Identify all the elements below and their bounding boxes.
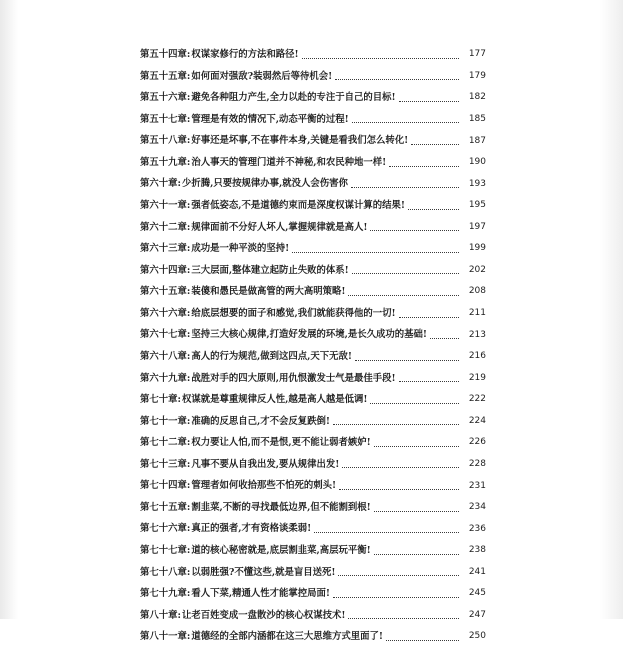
page-number: 216	[468, 351, 486, 362]
page-number: 213	[468, 329, 486, 340]
toc-entry[interactable]	[140, 109, 486, 131]
toc-entry[interactable]	[140, 540, 486, 562]
dot-leader	[292, 251, 459, 253]
dot-leader	[399, 316, 459, 318]
chapter-number: 第八十章:	[140, 609, 181, 621]
chapter-number: 第七十章:	[140, 394, 181, 406]
page-number: 226	[468, 437, 486, 448]
toc-entry[interactable]	[140, 303, 486, 325]
table-of-contents	[140, 44, 486, 648]
dot-leader	[386, 639, 459, 641]
dot-leader	[339, 488, 459, 490]
dot-leader	[333, 423, 459, 425]
dot-leader	[335, 78, 459, 80]
dot-leader	[370, 229, 459, 231]
chapter-title: 给底层想要的面子和感觉,我们就能获得他的一切!	[191, 307, 396, 319]
page-number: 177	[468, 49, 486, 60]
toc-entry[interactable]	[140, 497, 486, 519]
dot-leader	[314, 531, 459, 533]
toc-entry[interactable]	[140, 605, 486, 627]
page-number: 179	[468, 70, 486, 81]
toc-entry[interactable]	[140, 87, 486, 109]
chapter-title: 规律面前不分好人坏人,掌握规律就是高人!	[191, 221, 368, 233]
page-number: 193	[468, 178, 486, 189]
chapter-number: 第七十六章:	[140, 523, 191, 535]
toc-entry[interactable]	[140, 346, 486, 368]
dot-leader	[342, 466, 459, 468]
dot-leader	[355, 359, 459, 361]
page-number: 202	[468, 264, 486, 275]
chapter-number: 第六十八章:	[140, 350, 191, 362]
chapter-title: 治人事天的管理门道并不神秘,和农民种地一样!	[191, 156, 387, 168]
chapter-number: 第七十一章:	[140, 415, 191, 427]
dot-leader	[370, 402, 459, 404]
page-number: 228	[468, 458, 486, 469]
dot-leader	[399, 100, 459, 102]
toc-entry[interactable]	[140, 411, 486, 433]
chapter-number: 第六十九章:	[140, 372, 191, 384]
chapter-number: 第六十七章:	[140, 329, 191, 341]
toc-entry[interactable]	[140, 44, 486, 66]
dot-leader	[302, 57, 459, 59]
page-number: 185	[468, 113, 486, 124]
page-number: 208	[468, 286, 486, 297]
chapter-number: 第五十五章:	[140, 70, 191, 82]
dot-leader	[348, 617, 459, 619]
dot-leader	[333, 596, 459, 598]
toc-entry[interactable]	[140, 66, 486, 88]
page-number: 241	[468, 566, 486, 577]
chapter-number: 第八十一章:	[140, 631, 191, 643]
page-number: 231	[468, 480, 486, 491]
chapter-number: 第五十六章:	[140, 92, 191, 104]
chapter-title: 战胜对手的四大原则,用仇恨激发士气是最佳手段!	[191, 372, 396, 384]
chapter-number: 第七十三章:	[140, 458, 191, 470]
chapter-title: 道的核心秘密就是,底层割韭菜,高层玩平衡!	[191, 545, 371, 557]
page-number: 219	[468, 372, 486, 383]
chapter-number: 第五十八章:	[140, 135, 191, 147]
chapter-title: 以弱胜强?不懂这些,就是盲目送死!	[191, 566, 336, 578]
chapter-number: 第七十四章:	[140, 480, 191, 492]
toc-entry[interactable]	[140, 389, 486, 411]
dot-leader	[348, 294, 459, 296]
chapter-title: 道德经的全部内涵都在这三大思维方式里面了!	[191, 631, 383, 643]
chapter-title: 管理者如何收拾那些不怕死的刺头!	[191, 480, 337, 492]
toc-entry[interactable]	[140, 173, 486, 195]
page-number: 247	[468, 609, 486, 620]
toc-entry[interactable]	[140, 626, 486, 648]
chapter-number: 第五十七章:	[140, 113, 191, 125]
chapter-number: 第七十九章:	[140, 588, 191, 600]
dot-leader	[352, 272, 459, 274]
dot-leader	[374, 553, 459, 555]
chapter-title: 让老百姓变成一盘散沙的核心权谋技术!	[181, 609, 346, 621]
toc-entry[interactable]	[140, 281, 486, 303]
chapter-number: 第六十章:	[140, 178, 181, 190]
toc-entry[interactable]	[140, 454, 486, 476]
page-number: 238	[468, 545, 486, 556]
chapter-title: 三大层面,整体建立起防止失败的体系!	[191, 264, 349, 276]
chapter-title: 真正的强者,才有资格谈柔弱!	[191, 523, 312, 535]
dot-leader	[351, 186, 459, 188]
chapter-title: 权谋就是尊重规律反人性,越是高人越是低调!	[181, 394, 368, 406]
chapter-number: 第七十七章:	[140, 545, 191, 557]
page-number: 250	[468, 631, 486, 642]
toc-entry[interactable]	[140, 432, 486, 454]
chapter-number: 第七十二章:	[140, 437, 191, 449]
chapter-title: 好事还是坏事,不在事件本身,关键是看我们怎么转化!	[191, 135, 409, 147]
chapter-number: 第六十一章:	[140, 200, 191, 212]
dot-leader	[374, 445, 459, 447]
toc-entry[interactable]	[140, 217, 486, 239]
page-number: 195	[468, 200, 486, 211]
toc-entry[interactable]	[140, 367, 486, 389]
chapter-title: 凡事不要从自我出发,要从规律出发!	[191, 458, 340, 470]
chapter-number: 第七十五章:	[140, 501, 191, 513]
page-number: 236	[468, 523, 486, 534]
toc-entry[interactable]	[140, 583, 486, 605]
chapter-title: 成功是一种平淡的坚持!	[191, 243, 290, 255]
chapter-number: 第五十九章:	[140, 156, 191, 168]
chapter-number: 第七十八章:	[140, 566, 191, 578]
toc-entry[interactable]	[140, 130, 486, 152]
dot-leader	[408, 208, 459, 210]
chapter-title: 权力要让人怕,而不是恨,更不能让弱者嫉妒!	[191, 437, 371, 449]
chapter-title: 看人下菜,精通人性才能掌控局面!	[191, 588, 330, 600]
chapter-title: 强者低姿态,不是道德约束而是深度权谋计算的结果!	[191, 200, 405, 212]
toc-entry[interactable]	[140, 324, 486, 346]
dot-leader	[389, 165, 459, 167]
toc-entry[interactable]	[140, 562, 486, 584]
page-number: 224	[468, 415, 486, 426]
chapter-number: 第六十二章:	[140, 221, 191, 233]
dot-leader	[338, 574, 459, 576]
page-number: 234	[468, 502, 486, 513]
dot-leader	[352, 121, 459, 123]
chapter-title: 坚持三大核心规律,打造好发展的环境,是长久成功的基础!	[191, 329, 427, 341]
chapter-number: 第六十五章:	[140, 286, 191, 298]
chapter-title: 少折腾,只要按规律办事,就没人会伤害你	[181, 178, 348, 190]
chapter-title: 避免各种阻力产生,全力以赴的专注于自己的目标!	[191, 92, 396, 104]
page-number: 245	[468, 588, 486, 599]
dot-leader	[374, 510, 459, 512]
chapter-title: 装傻和愚民是做高管的两大高明策略!	[191, 286, 346, 298]
chapter-number: 第六十三章:	[140, 243, 191, 255]
page-number: 199	[468, 243, 486, 254]
chapter-number: 第五十四章:	[140, 49, 191, 61]
toc-entry[interactable]	[140, 260, 486, 282]
dot-leader	[411, 143, 459, 145]
toc-entry[interactable]	[140, 195, 486, 217]
toc-entry[interactable]	[140, 152, 486, 174]
chapter-title: 管理是有效的情况下,动态平衡的过程!	[191, 113, 349, 125]
toc-entry[interactable]	[140, 475, 486, 497]
dot-leader	[399, 380, 459, 382]
chapter-title: 如何面对强敌?装弱然后等待机会!	[191, 70, 333, 82]
page-number: 197	[468, 221, 486, 232]
chapter-number: 第六十四章:	[140, 264, 191, 276]
page-number: 187	[468, 135, 486, 146]
page-number: 182	[468, 92, 486, 103]
toc-entry[interactable]	[140, 238, 486, 260]
page-number: 211	[468, 308, 486, 319]
chapter-title: 割韭菜,不断的寻找最低边界,但不能割到根!	[191, 501, 371, 513]
toc-entry[interactable]	[140, 518, 486, 540]
chapter-title: 权谋家修行的方法和路径!	[191, 49, 299, 61]
dot-leader	[430, 337, 459, 339]
chapter-title: 高人的行为规范,做到这四点,天下无敌!	[191, 350, 352, 362]
chapter-number: 第六十六章:	[140, 307, 191, 319]
page-number: 190	[468, 157, 486, 168]
page-number: 222	[468, 394, 486, 405]
chapter-title: 准确的反思自己,才不会反复跌倒!	[191, 415, 330, 427]
